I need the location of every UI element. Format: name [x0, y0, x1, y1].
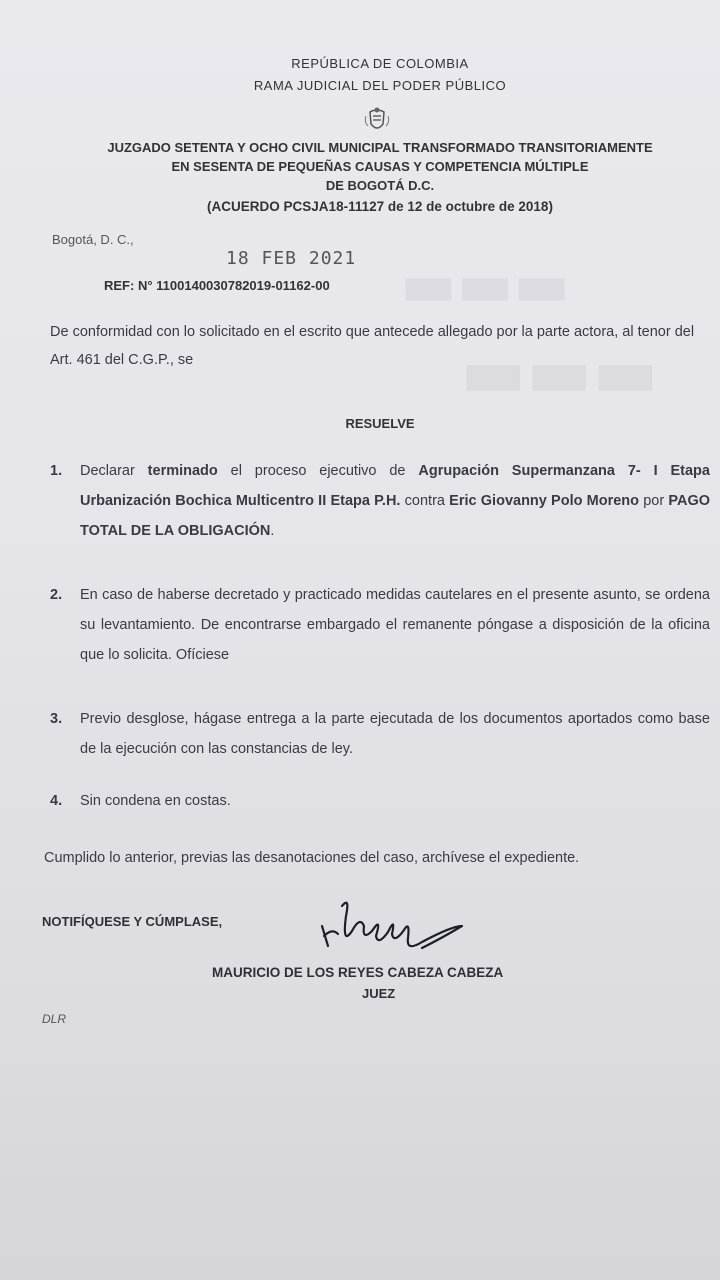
resolution-item	[50, 580, 710, 670]
intro-paragraph: De conformidad con lo solicitado en el escrito que antecede allegado por la parte actora, al tenor del Art. 461 del C.G.P., se	[50, 324, 695, 368]
court-name-line-3: DE BOGOTÁ D.C.	[325, 178, 435, 193]
item-number: 2.	[50, 587, 63, 603]
notify-line: NOTIFÍQUESE Y CÚMPLASE,	[42, 914, 223, 929]
item-text: Sin condena en costas.	[80, 793, 231, 809]
judge-title: JUEZ	[362, 986, 396, 1001]
header-branch: RAMA JUDICIAL DEL PODER PÚBLICO	[253, 78, 507, 93]
show-through-ghost: ▬▬▬	[460, 330, 659, 413]
resolution-item	[50, 786, 710, 816]
handwritten-signature	[312, 886, 472, 966]
item-text: Previo desglose, hágase entrega a la parte ejecutada de los documentos aportados como base de la ejecución con las constancias de ley.	[80, 711, 710, 757]
city-label: Bogotá, D. C.,	[52, 232, 134, 247]
typist-initials: DLR	[42, 1012, 67, 1026]
judge-name: MAURICIO DE LOS REYES CABEZA CABEZA	[212, 965, 504, 980]
item-number: 4.	[50, 793, 63, 809]
closing-paragraph: Cumplido lo anterior, previas las desanotaciones del caso, archívese el expediente.	[44, 850, 580, 866]
header-country: REPÚBLICA DE COLOMBIA	[291, 56, 469, 71]
item-text: En caso de haberse decretado y practicado medidas cautelares en el presente asunto, se ordena su levantamiento. De encontrarse embargado el remanente póngase a disposición de la oficina que lo solicita. Ofíciese	[80, 587, 710, 663]
resolution-item	[50, 704, 710, 764]
reference-number: 1100140030782019-01162-00	[156, 278, 330, 293]
resolution-item	[50, 456, 710, 546]
item-number: 3.	[50, 711, 63, 727]
resuelve-heading: RESUELVE	[345, 416, 415, 431]
item-text: Declarar terminado el proceso ejecutivo de Agrupación Supermanzana 7- I Etapa Urbanización Bochica Multicentro II Etapa P.H. contra Eric Giovanny Polo Moreno por PAGO TOTAL DE LA OBLIGACIÓN.	[80, 463, 711, 539]
reference-label: REF: N°	[104, 278, 153, 293]
reference-line	[104, 278, 330, 293]
show-through-ghost: ▬▬▬	[400, 250, 571, 320]
court-name-line-1: JUZGADO SETENTA Y OCHO CIVIL MUNICIPAL TRANSFORMADO TRANSITORIAMENTE	[107, 140, 653, 155]
coat-of-arms-icon	[362, 106, 392, 136]
court-agreement: (ACUERDO PCSJA18-11127 de 12 de octubre de 2018)	[207, 199, 553, 214]
item-number: 1.	[50, 463, 63, 479]
date-stamp: 18 FEB 2021	[226, 248, 357, 269]
court-name-line-2: EN SESENTA DE PEQUEÑAS CAUSAS Y COMPETENCIA MÚLTIPLE	[171, 159, 589, 174]
